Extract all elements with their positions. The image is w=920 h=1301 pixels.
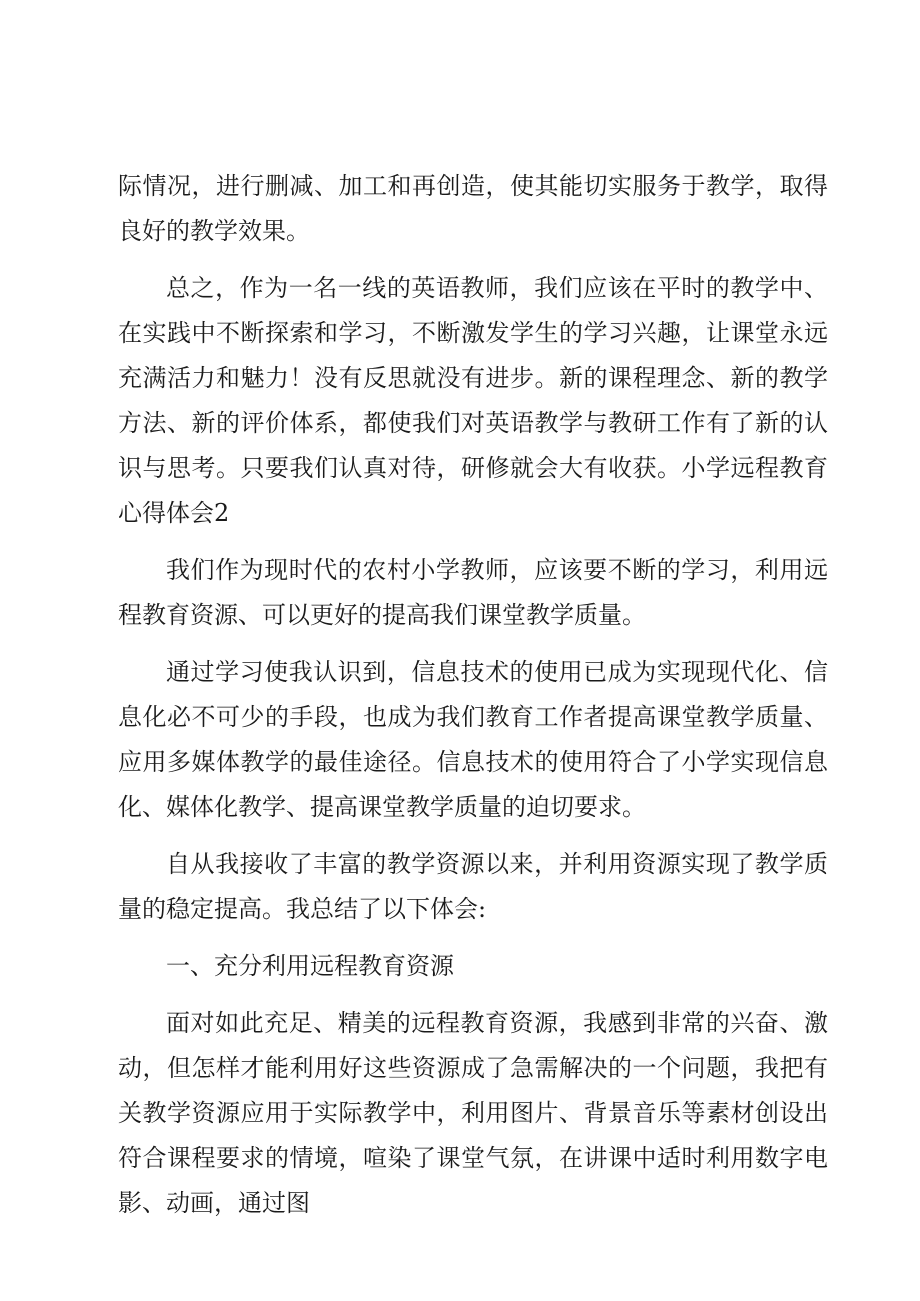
paragraph-experience: 自从我接收了丰富的教学资源以来，并利用资源实现了教学质量的稳定提高。我总结了以下体会:	[118, 850, 828, 923]
paragraph-resources: 面对如此充足、精美的远程教育资源，我感到非常的兴奋、激动，但怎样才能利用好这些资源成了急需解决的一个问题，我把有关教学资源应用于实际教学中，利用图片、背景音乐等素材创设出符合课程要求的情境，喧染了课堂气氛，在讲课中适时利用数字电影、动画，通过图	[118, 1009, 828, 1217]
document-body	[118, 164, 828, 1238]
paragraph-summary: 总之，作为一名一线的英语教师，我们应该在平时的教学中、在实践中不断探索和学习，不断激发学生的学习兴趣，让课堂永远充满活力和魅力！没有反思就没有进步。新的课程理念、新的教学方法、新的评价体系，都使我们对英语教学与教研工作有了新的认识与思考。只要我们认真对待，研修就会大有收获。小学远程教育心得体会2	[118, 274, 828, 527]
paragraph-continuation: 际情况，进行删减、加工和再创造，使其能切实服务于教学，取得良好的教学效果。	[118, 172, 828, 245]
paragraph-info-tech: 通过学习使我认识到，信息技术的使用已成为实现现代化、信息化必不可少的手段，也成为我们教育工作者提高课堂教学质量、应用多媒体教学的最佳途径。信息技术的使用符合了小学实现信息化、媒体化教学、提高课堂教学质量的迫切要求。	[118, 658, 828, 821]
paragraph-intro: 我们作为现时代的农村小学教师，应该要不断的学习，利用远程教育资源、可以更好的提高我们课堂教学质量。	[118, 556, 828, 629]
section-heading: 一、充分利用远程教育资源	[166, 952, 454, 980]
